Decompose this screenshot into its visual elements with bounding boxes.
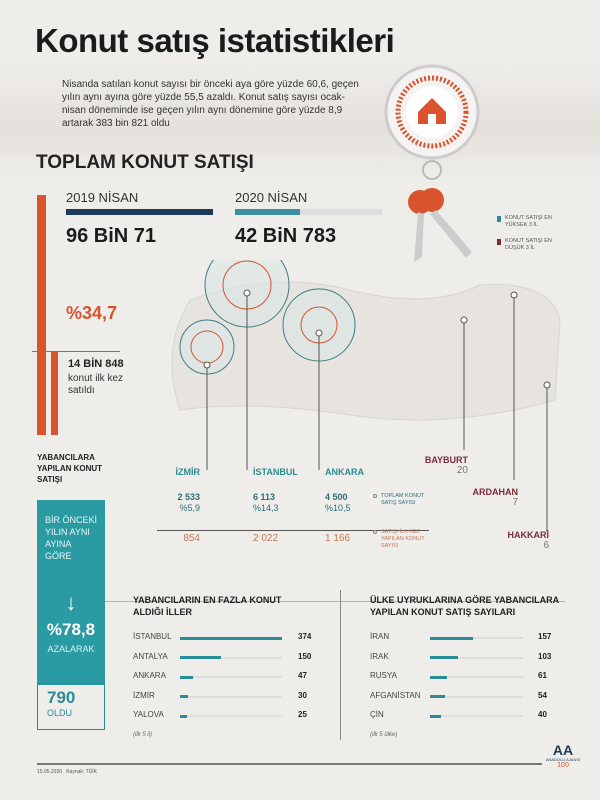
list-bar: [180, 695, 188, 698]
arrow-down-icon: ↓: [65, 590, 77, 615]
legend-first: SATIŞI İLK KEZ YAPILAN KONUT SAYISI: [373, 529, 433, 550]
value-2020: 42 BiN 783: [235, 225, 337, 247]
list-bar: [430, 715, 441, 718]
aa-logo: AA ANADOLU AJANSI 100: [545, 742, 581, 769]
list-bar-track: [180, 715, 282, 717]
value-2019: 96 BiN 71: [66, 225, 157, 247]
city-pct: %14,3: [253, 503, 279, 513]
list-label: ANTALYA: [133, 651, 168, 661]
foreign-sales-label: YABANCILARA YAPILAN KONUT SATIŞI: [37, 453, 103, 484]
legend-total: TOPLAM KONUT SATIŞ SAYISI: [373, 493, 433, 507]
result-label: OLDU: [47, 708, 73, 718]
total-bar: [37, 195, 46, 435]
list-value: 61: [538, 671, 547, 680]
first-sale-pct: %34,7: [66, 303, 118, 323]
list-label: ÇİN: [370, 710, 384, 719]
result-box: [37, 683, 105, 730]
city-first: 2 022: [253, 533, 279, 544]
list-bar: [180, 637, 282, 640]
list-label: YALOVA: [133, 710, 164, 719]
list-bar-track: [180, 676, 282, 678]
list-bar: [430, 695, 445, 698]
turkey-map: [150, 260, 570, 570]
list-value: 47: [298, 671, 307, 680]
list-label: ANKARA: [133, 671, 166, 680]
result-value: 790: [47, 688, 76, 707]
first-sale-value: 14 BİN 848: [68, 358, 124, 370]
list-value: 103: [538, 651, 552, 661]
provinces-title: YABANCILARIN EN FAZLA KONUT ALDIĞI İLLER: [133, 595, 282, 617]
list-value: 54: [538, 690, 547, 700]
low-city-bayburt: BAYBURT 20: [424, 455, 468, 476]
list-bar-track: [430, 657, 523, 659]
list-label: AFGANİSTAN: [370, 690, 421, 700]
low-city-ardahan: ARDAHAN 7: [472, 487, 518, 508]
list-label: İZMİR: [133, 690, 155, 700]
list-value: 25: [298, 710, 307, 719]
list-bar: [430, 676, 447, 679]
countries-note: (ilk 5 ülke): [370, 732, 398, 738]
label-2020: 2020 NİSAN: [235, 190, 308, 205]
provinces-note: (ilk 5 il): [133, 732, 152, 738]
decline-pct: %78,8: [46, 620, 96, 639]
list-bar-track: [180, 696, 282, 698]
list-bar: [430, 637, 473, 640]
list-bar: [180, 656, 221, 659]
list-bar-track: [430, 637, 523, 639]
city-name: İZMİR: [175, 467, 200, 477]
city-name: ANKARA: [325, 467, 364, 477]
legend-low: KONUT SATIŞI EN DÜŞÜK 3 İL: [497, 238, 557, 252]
list-bar-track: [430, 676, 523, 678]
list-value: 150: [298, 651, 312, 661]
countries-title: ÜLKE UYRUKLARINA GÖRE YABANCILARA YAPILAN KONUT SATIŞ SAYILARI: [370, 595, 559, 617]
list-bar-track: [180, 657, 282, 659]
bar-2020-track: [235, 209, 382, 215]
list-bar: [180, 676, 193, 679]
list-bar-track: [430, 696, 523, 698]
list-value: 30: [298, 690, 307, 700]
list-value: 40: [538, 710, 547, 719]
city-first: 854: [183, 533, 200, 544]
list-bar-track: [180, 637, 282, 639]
bar-2020: [235, 209, 300, 215]
page-title: Konut satış istatistikleri: [35, 22, 395, 59]
list-value: 374: [298, 632, 312, 641]
low-city-hakkari: HAKKARİ 6: [507, 530, 549, 551]
city-total: 6 113: [253, 492, 276, 502]
list-bar-track: [430, 715, 523, 717]
label-2019: 2019 NİSAN: [66, 190, 139, 205]
first-sale-text: satıldı: [68, 385, 95, 396]
decline-box: [37, 588, 105, 685]
list-label: İSTANBUL: [133, 632, 172, 641]
list-value: 157: [538, 632, 552, 641]
first-sale-bar: [51, 352, 58, 435]
yoy-box: BİR ÖNCEKİ YILIN AYNI AYINA GÖRE: [37, 500, 105, 597]
list-label: RUSYA: [370, 671, 397, 680]
city-name: İSTANBUL: [253, 467, 298, 477]
city-total: 4 500: [325, 492, 348, 502]
divider: [32, 351, 120, 352]
city-pct: %10,5: [325, 503, 351, 513]
list-label: İRAN: [370, 632, 390, 641]
footer-line: [37, 763, 542, 765]
total-sales-heading: TOPLAM KONUT SATIŞI: [36, 152, 254, 173]
decline-label: AZALARAK: [47, 644, 95, 654]
city-pct: %5,9: [179, 503, 200, 513]
intro-text: Nisanda satılan konut sayısı bir önceki aya göre yüzde 60,6, geçen yılın aynı ayına göre yüzde 55,5 azaldı. Konut satış sayısı ocak-nisan döneminde ise geçen yılın aynı dönemine göre yüzde 8,9 artarak 383 bin 821 oldu: [62, 79, 359, 129]
first-sale-text: konut ilk kez: [68, 373, 124, 384]
bar-2019: [66, 209, 213, 215]
footer-date: 15.05.2020: [37, 769, 63, 775]
list-bar: [430, 656, 458, 659]
footer-source: Kaynak: TÜİK: [66, 769, 97, 775]
legend-high: KONUT SATIŞI EN YÜKSEK 3 İL: [497, 215, 557, 229]
list-bar: [180, 715, 187, 718]
city-first: 1 166: [325, 533, 351, 544]
city-total: 2 533: [177, 492, 200, 502]
list-label: IRAK: [370, 651, 389, 661]
